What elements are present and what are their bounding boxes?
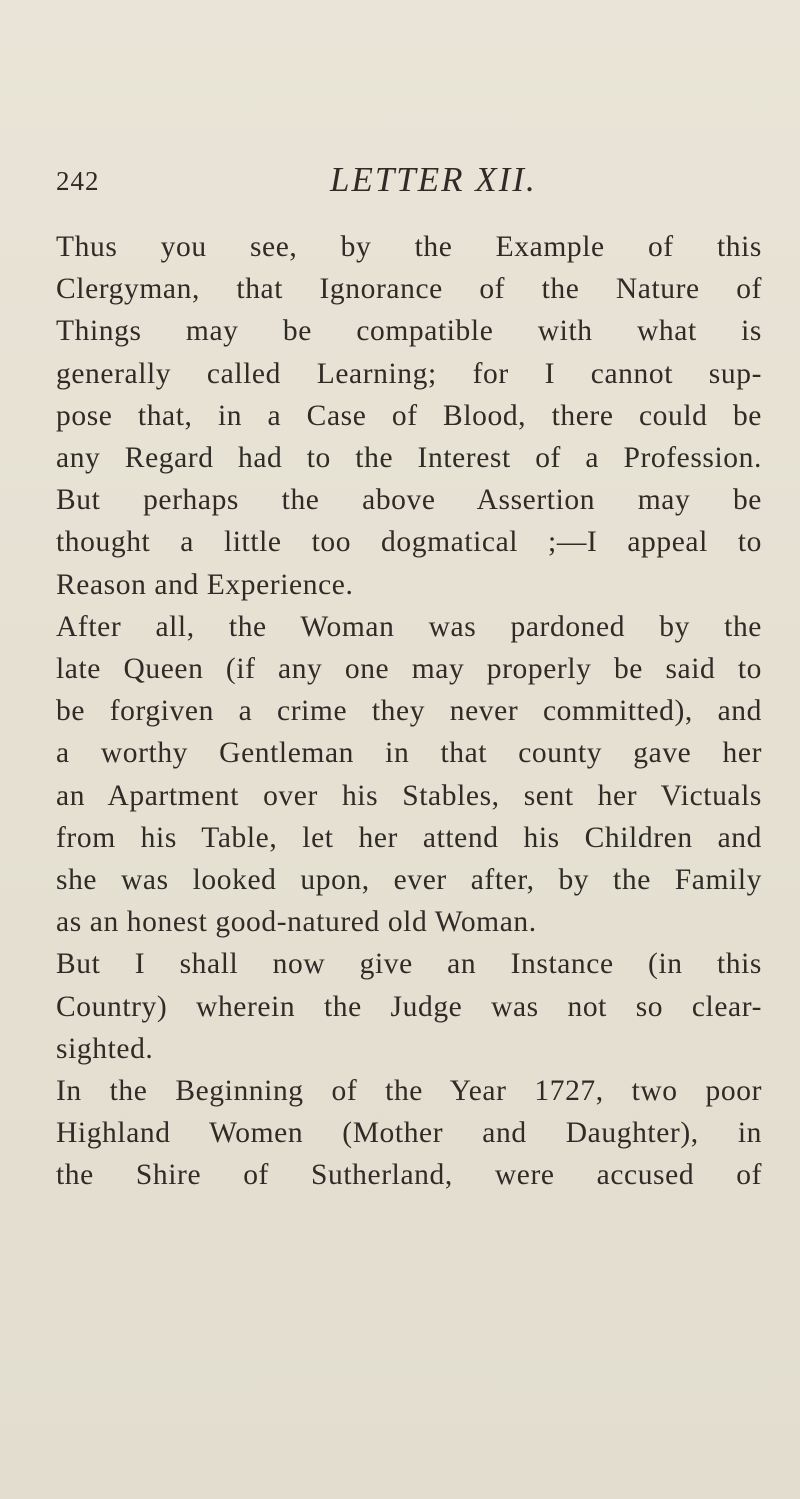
text-line: from his Table, let her attend his Children and: [56, 821, 762, 854]
text-line: After all, the Woman was pardoned by the: [56, 610, 762, 643]
text-line: she was looked upon, ever after, by the Family: [56, 864, 762, 897]
text-line: be forgiven a crime they never committed), and: [56, 695, 762, 728]
text-line: as an honest good-natured old Woman.: [56, 906, 537, 939]
text-line: Country) wherein the Judge was not so clear-: [56, 990, 762, 1023]
text-line: Reason and Experience.: [56, 568, 354, 601]
text-line: sighted.: [56, 1032, 154, 1065]
running-title: LETTER XII.: [330, 160, 537, 199]
text-line: an Apartment over his Stables, sent her Victuals: [56, 779, 762, 812]
text-line: any Regard had to the Interest of a Profession.: [56, 442, 762, 475]
text-line: the Shire of Sutherland, were accused of: [56, 1159, 762, 1192]
text-line: late Queen (if any one may properly be said to: [56, 653, 762, 686]
text-line: But I shall now give an Instance (in this: [56, 948, 762, 981]
text-line: thought a little too dogmatical ;—I appeal to: [56, 526, 762, 559]
page-header: [0, 160, 800, 200]
text-line: In the Beginning of the Year 1727, two poor: [56, 1075, 762, 1108]
text-line: Highland Women (Mother and Daughter), in: [56, 1117, 762, 1150]
text-line: pose that, in a Case of Blood, there could be: [56, 399, 762, 432]
text-line: a worthy Gentleman in that county gave her: [56, 737, 762, 770]
text-line: generally called Learning; for I cannot sup-: [56, 357, 762, 390]
text-line: But perhaps the above Assertion may be: [56, 484, 762, 517]
text-line: Clergyman, that Ignorance of the Nature of: [56, 273, 762, 306]
body-text: [56, 226, 762, 1197]
text-line: Thus you see, by the Example of this: [56, 231, 762, 263]
page-number: 242: [56, 166, 100, 196]
text-line: Things may be compatible with what is: [56, 315, 762, 348]
